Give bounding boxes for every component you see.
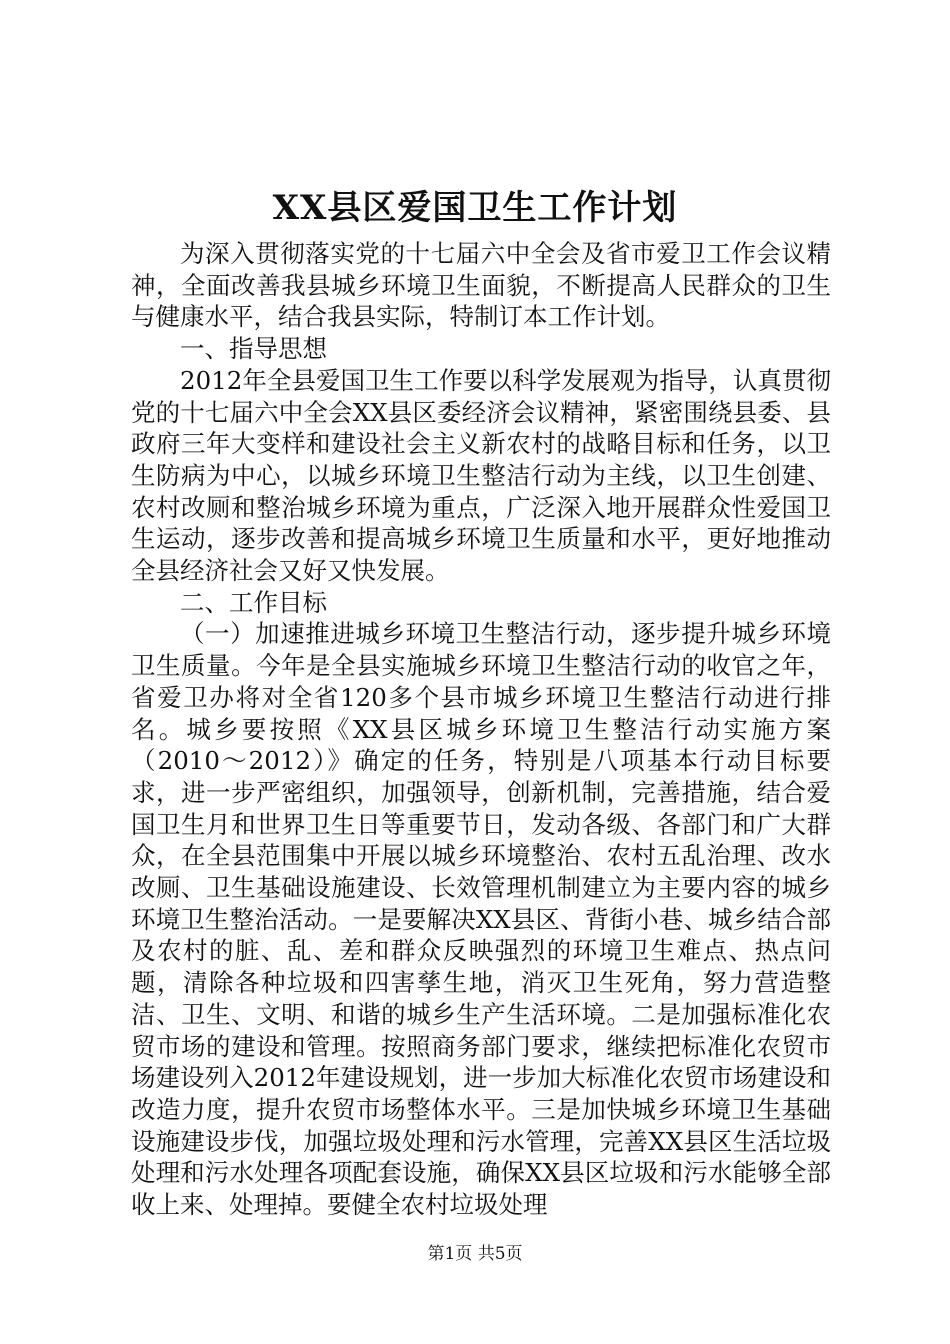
document-title: XX县区爱国卫生工作计划 bbox=[272, 188, 678, 228]
section-heading-work-goals: 二、工作目标 bbox=[180, 587, 327, 617]
guiding-ideology-paragraph: 2012年全县爱国卫生工作要以科学发展观为指导，认真贯彻党的十七届六中全会XX县区委经济会议精神，紧密围绕县委、县政府三年大变样和建设社会主义新农村的战略目标和任务，以卫生防病为中心，以城乡环境卫生整洁行动为主线，以卫生创建、农村改厕和整治城乡环境为重点，广泛深入地开展群众性爱国卫生运动，逐步改善和提高城乡环境卫生质量和水平，更好地推动全县经济社会又好又快发展。 bbox=[131, 365, 831, 586]
intro-paragraph: 为深入贯彻落实党的十七届六中全会及省市爱卫工作会议精神，全面改善我县城乡环境卫生面貌，不断提高人民群众的卫生与健康水平，结合我县实际，特制订本工作计划。 bbox=[131, 239, 831, 332]
work-goals-paragraph: （一）加速推进城乡环境卫生整洁行动，逐步提升城乡环境卫生质量。今年是全县实施城乡环境卫生整洁行动的收官之年，省爱卫办将对全省120多个县市城乡环境卫生整洁行动进行排名。城乡要按照《XX县区城乡环境卫生整洁行动实施方案（2010～2012）》确定的任务，特别是八项基本行动目标要求，进一步严密组织，加强领导，创新机制，完善措施，结合爱国卫生月和世界卫生日等重要节日，发动各级、各部门和广大群众，在全县范围集中开展以城乡环境整治、农村五乱治理、改水改厕、卫生基础设施建设、长效管理机制建立为主要内容的城乡环境卫生整治活动。一是要解决XX县区、背街小巷、城乡结合部及农村的脏、乱、差和群众反映强烈的环境卫生难点、热点问题，清除各种垃圾和四害孳生地，消灭卫生死角，努力营造整洁、卫生、文明、和谐的城乡生产生活环境。二是加强标准化农贸市场的建设和管理。按照商务部门要求，继续把标准化农贸市场建设列入2012年建设规划，进一步加大标准化农贸市场建设和改造力度，提升农贸市场整体水平。三是加快城乡环境卫生基础设施建设步伐，加强垃圾处理和污水管理，完善XX县区生活垃圾处理和污水处理各项配套设施，确保XX县区垃圾和污水能够全部收上来、处理掉。要健全农村垃圾处理 bbox=[131, 619, 831, 1220]
page-footer: 第1页 共5页 bbox=[427, 1244, 523, 1264]
document-body bbox=[131, 238, 831, 1221]
section-heading-guiding-ideology: 一、指导思想 bbox=[180, 334, 327, 364]
